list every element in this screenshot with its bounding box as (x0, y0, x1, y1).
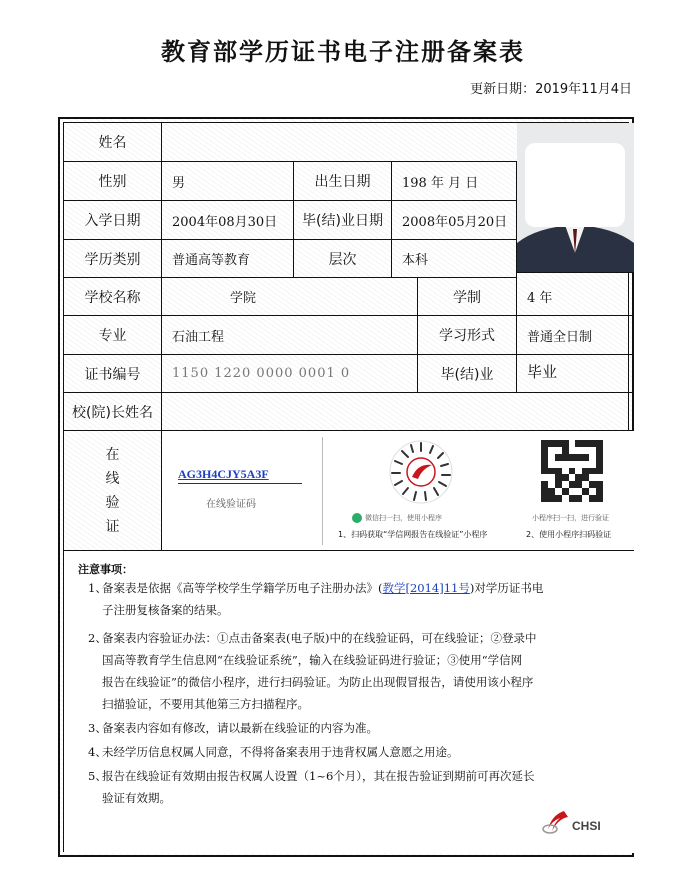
enroll-label: 入学日期 (64, 201, 162, 240)
grad-status-label: 毕(结)业 (418, 355, 517, 393)
gender-label: 性别 (64, 162, 162, 201)
notes-section (64, 551, 634, 853)
note-5: 5、报告在线验证有效期由报告权属人设置（1~6个月），其在报告验证到期前可再次延长 验证有效期。 (88, 769, 535, 805)
wechat-icon (352, 513, 362, 523)
duration-value: 4 年 (517, 278, 634, 316)
chsi-logo-text: CHSI (572, 819, 601, 833)
school-value: 学院 (162, 278, 418, 316)
photo (517, 123, 634, 273)
update-label: 更新日期： (470, 82, 536, 97)
grad-date-value: 2008年05月20日 (392, 201, 517, 240)
verify-char-1: 在 (105, 446, 120, 463)
study-form-label: 学习形式 (418, 316, 517, 355)
level-value: 本科 (392, 240, 517, 278)
note-1: 1、备案表是依据《高等学校学生学籍学历电子注册办法》(教学[2014]11号)对学历证书电 子注册复核备案的结果。 (88, 581, 544, 617)
name-label: 姓名 (64, 123, 162, 162)
note-4: 4、未经学历信息权属人同意，不得将备案表用于违背权属人意愿之用途。 (88, 745, 459, 759)
edu-type-value: 普通高等教育 (162, 240, 294, 278)
notes-title: 注意事项： (78, 563, 133, 576)
gender-value: 男 (162, 162, 294, 201)
edu-type-label: 学历类别 (64, 240, 162, 278)
step2-small-caption: 小程序扫一扫，进行验证 (532, 514, 609, 522)
step1-caption: 1、扫码获取“学信网报告在线验证”小程序 (338, 530, 488, 539)
regulation-link[interactable]: 教学[2014]11号 (382, 581, 470, 595)
duration-label: 学制 (418, 278, 517, 316)
name-value (162, 123, 517, 162)
note-2: 2、备案表内容验证办法：①点击备案表(电子版)中的在线验证码，可在线验证；②登录中 国高等教育学生信息网“在线验证系统”，输入在线验证码进行验证；③使用“学信网 报告在线验证”的微信小程序，进行扫码验证。为防止出现假冒报告，请使用该小程序 扫描验证，不要用其他第三方扫描程序。 (88, 631, 537, 711)
verify-label (64, 431, 162, 551)
president-label: 校(院)长姓名 (64, 393, 162, 431)
page-title: 教育部学历证书电子注册备案表 (161, 38, 525, 66)
note-3: 3、备案表内容如有修改，请以最新在线验证的内容为准。 (88, 721, 378, 735)
step2-caption: 2、使用小程序扫码验证 (526, 530, 612, 539)
cert-no-value: 1150 1220 0000 0001 0 (162, 355, 418, 393)
update-date (470, 78, 632, 97)
major-label: 专业 (64, 316, 162, 355)
verify-code-underline (178, 483, 302, 484)
verify-code-caption: 在线验证码 (206, 499, 256, 510)
grad-status-value: 毕业 (517, 355, 634, 393)
verify-divider (322, 437, 323, 545)
record-form (58, 117, 634, 857)
verify-panel (162, 431, 634, 551)
mini-program-qr-icon[interactable] (388, 439, 454, 505)
president-value (162, 393, 634, 431)
update-value: 2019年11月4日 (535, 82, 632, 97)
verify-code-link[interactable]: AG3H4CJY5A3F (178, 467, 269, 481)
verify-char-2: 线 (105, 470, 120, 487)
major-value: 石油工程 (162, 316, 418, 355)
study-form-value: 普通全日制 (517, 316, 634, 355)
chsi-logo-icon (542, 809, 572, 835)
verify-char-3: 验 (105, 494, 120, 511)
level-label: 层次 (294, 240, 392, 278)
verify-qr-code[interactable] (538, 437, 606, 505)
grad-date-label: 毕(结)业日期 (294, 201, 392, 240)
portrait-image (517, 123, 634, 273)
birth-value: 198 年 月 日 (392, 162, 517, 201)
enroll-value: 2004年08月30日 (162, 201, 294, 240)
record-table (63, 122, 629, 852)
cert-no-label: 证书编号 (64, 355, 162, 393)
verify-char-4: 证 (105, 518, 120, 535)
step1-small-caption: 微信扫一扫，使用小程序 (365, 514, 442, 522)
school-label: 学校名称 (64, 278, 162, 316)
birth-label: 出生日期 (294, 162, 392, 201)
